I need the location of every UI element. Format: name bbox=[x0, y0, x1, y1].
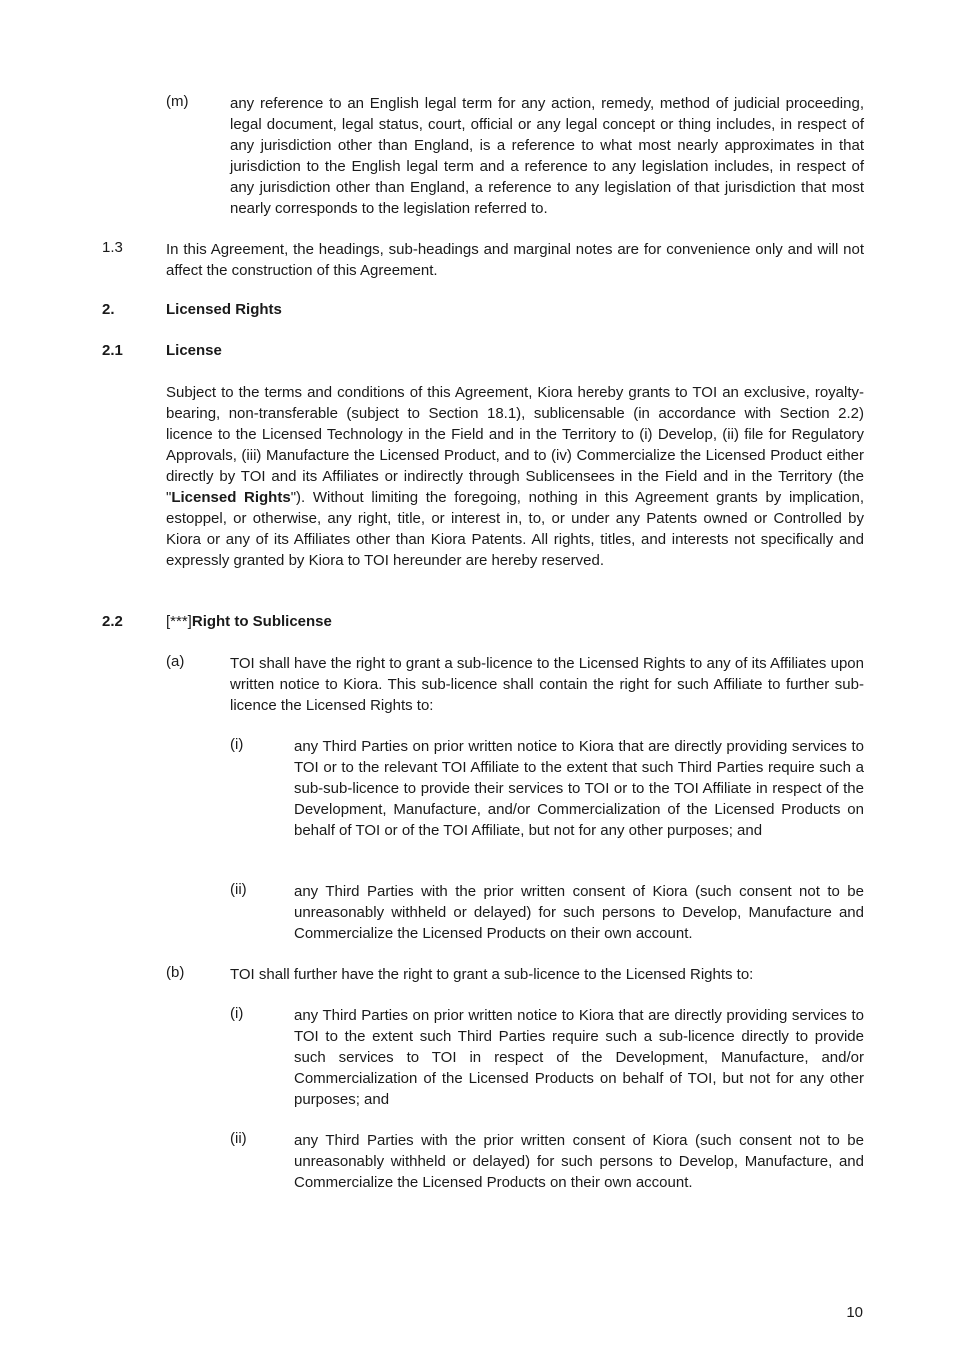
section-2-2-title: Right to Sublicense bbox=[191, 613, 332, 630]
defined-term-licensed-rights: Licensed Rights bbox=[171, 489, 291, 506]
clause-b-label: (b) bbox=[166, 964, 185, 981]
clause-m-label: (m) bbox=[166, 93, 189, 110]
clause-b-ii-text: any Third Parties with the prior written consent of Kiora (such consent not to be unreasonably withheld or delayed) for such persons to Develop, Manufacture, and Commercialize the Licensed Products on their own account. bbox=[294, 1132, 864, 1191]
redaction-mark: [***] bbox=[166, 613, 192, 630]
clause-a-i-label: (i) bbox=[230, 736, 244, 753]
section-2-2-heading bbox=[166, 613, 332, 630]
section-2-1-text-before: Subject to the terms and conditions of this Agreement, Kiora hereby grants to TOI an exclusive, royalty-bearing, non-transferable (subject to Section 18.1), sublicensable (in accordance with Section 2.2) licence to the Licensed Technology in the Field and in the Territory to (i) Develop, (ii) file for Regulatory Approvals, (iii) Manufacture the Licensed Product, and to (iv) Commercialize the Licensed Product either directly by TOI and its Affiliates or indirectly through Sublicensees in the Field and in the Territory (the " bbox=[166, 384, 864, 506]
clause-b-ii-label: (ii) bbox=[230, 1130, 247, 1147]
section-2-label: 2. bbox=[102, 301, 115, 318]
clause-a-ii-text: any Third Parties with the prior written consent of Kiora (such consent not to be unreasonably withheld or delayed) for such persons to Develop, Manufacture and Commercialize the Licensed Products on their own account. bbox=[294, 883, 864, 942]
clause-a-i-text: any Third Parties on prior written notice to Kiora that are directly providing services to TOI or to the relevant TOI Affiliate to the extent that such Third Parties require such a sub-sub-licence to provide their services to TOI or to the TOI Affiliate in respect of the Development, Manufacture, and/or Commercialization of the Licensed Products on behalf of TOI or of the TOI Affiliate, but not for any other purposes; and bbox=[294, 738, 864, 839]
section-2-1-label: 2.1 bbox=[102, 342, 123, 359]
clause-a-text: TOI shall have the right to grant a sub-licence to the Licensed Rights to any of its Affiliates upon written notice to Kiora. This sub-licence shall contain the right for such Affiliate to further sub-licence the Licensed Rights to: bbox=[230, 655, 864, 714]
clause-a-ii-label: (ii) bbox=[230, 881, 247, 898]
section-2-2-label: 2.2 bbox=[102, 613, 123, 630]
clause-m-text: any reference to an English legal term for any action, remedy, method of judicial proceeding, legal document, legal status, court, official or any legal concept or thing includes, in respect of any jurisdiction other than England, is a reference to what most nearly approximates in that jurisdiction to the English legal term and a reference to any legislation includes, in respect of any jurisdiction other than England, a reference to any legislation of that jurisdiction that most nearly corresponds to the legislation referred to. bbox=[230, 95, 864, 217]
section-2-1-text bbox=[166, 382, 864, 571]
section-2-1-text-after: "). Without limiting the foregoing, nothing in this Agreement grants by implication, estoppel, or otherwise, any right, title, or interest in, to, or under any Patents owned or Controlled by Kiora or any of its Affiliates other than Kiora Patents. All rights, titles, and interests not specifically and expressly granted by Kiora to TOI hereunder are hereby reserved. bbox=[166, 489, 864, 569]
section-1-3-text: In this Agreement, the headings, sub-headings and marginal notes are for convenience only and will not affect the construction of this Agreement. bbox=[166, 241, 864, 279]
clause-b-text: TOI shall further have the right to grant a sub-licence to the Licensed Rights to: bbox=[230, 966, 754, 983]
clause-a-label: (a) bbox=[166, 653, 185, 670]
clause-b-i-label: (i) bbox=[230, 1005, 244, 1022]
section-2-1-title: License bbox=[166, 342, 222, 359]
page-number: 10 bbox=[846, 1304, 863, 1321]
clause-b-i-text: any Third Parties on prior written notice to Kiora that are directly providing services to TOI to the extent such Third Parties require such a sub-licence directly to provide such services to TOI in respect of the Development, Manufacture, and/or Commercialization of the Licensed Products on behalf of TOI, but not for any other purposes; and bbox=[294, 1007, 864, 1108]
section-2-title: Licensed Rights bbox=[166, 301, 282, 318]
section-1-3-label: 1.3 bbox=[102, 239, 123, 256]
